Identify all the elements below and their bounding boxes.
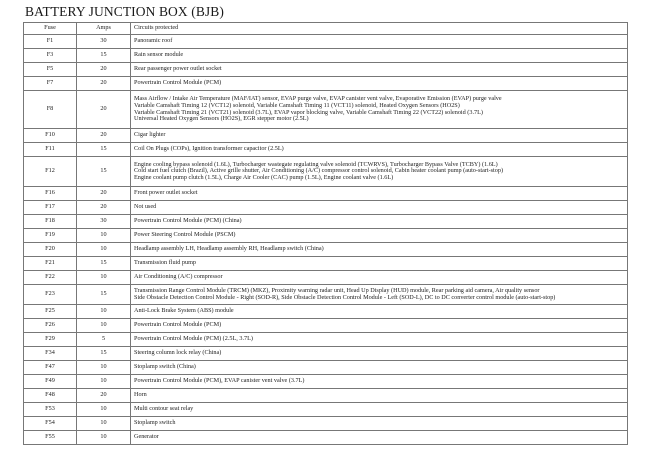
table-row	[24, 361, 628, 375]
amps-cell: 15	[77, 143, 131, 157]
circuit-line: Air Conditioning (A/C) compressor	[134, 273, 223, 281]
table-row	[24, 187, 628, 201]
circuits-cell	[131, 319, 628, 333]
amps-cell: 15	[77, 285, 131, 305]
fuse-id-cell: F10	[24, 129, 77, 143]
amps-cell: 30	[77, 35, 131, 49]
circuit-line: Cigar lighter	[134, 131, 166, 139]
column-header-amps: Amps	[77, 23, 131, 35]
amps-cell: 15	[77, 347, 131, 361]
circuit-line: Variable Camshaft Timing 21 (VCT21) solenoid (3.7L), EVAP vapor blocking valve, Variable Camshaft Timing 22 (VCT22) solenoid (3.7L)	[134, 108, 483, 116]
circuit-line: Cold start fuel clutch (Brazil), Active grille shutter, Air Conditioning (A/C) compressor control solenoid, Cabin heater coolant pump (auto-start-stop)	[134, 167, 504, 175]
circuit-line: Stoplamp switch (China)	[134, 363, 196, 371]
table-row	[24, 333, 628, 347]
table-row	[24, 157, 628, 187]
table-body	[24, 35, 628, 445]
fuse-id-cell: F8	[24, 91, 77, 129]
fuse-id-cell: F53	[24, 403, 77, 417]
circuit-line: Front power outlet socket	[134, 189, 198, 197]
circuit-line: Steering column lock relay (China)	[134, 349, 222, 357]
fuse-id-cell: F22	[24, 271, 77, 285]
amps-cell: 30	[77, 215, 131, 229]
amps-cell: 10	[77, 375, 131, 389]
circuit-line: Powertrain Control Module (PCM), EVAP canister vent valve (3.7L)	[134, 377, 305, 385]
fuse-id-cell: F18	[24, 215, 77, 229]
circuit-line: Powertrain Control Module (PCM)	[134, 79, 222, 87]
fuse-id-cell: F5	[24, 63, 77, 77]
table-header-row	[24, 23, 628, 35]
amps-cell: 10	[77, 243, 131, 257]
circuit-line: Mass Airflow / Intake Air Temperature (MAF/IAT) sensor, EVAP purge valve, EVAP canister vent valve, Evaporative Emission (EVAP) purge valve	[134, 95, 502, 103]
table-row	[24, 49, 628, 63]
table-row	[24, 375, 628, 389]
fuse-id-cell: F26	[24, 319, 77, 333]
circuits-cell	[131, 215, 628, 229]
amps-cell: 10	[77, 305, 131, 319]
amps-cell: 20	[77, 77, 131, 91]
circuit-line: Panoramic roof	[134, 37, 173, 45]
circuits-cell	[131, 361, 628, 375]
table-row	[24, 243, 628, 257]
circuits-cell	[131, 91, 628, 129]
circuits-cell	[131, 243, 628, 257]
circuits-cell	[131, 157, 628, 187]
table-row	[24, 431, 628, 445]
fuse-id-cell: F29	[24, 333, 77, 347]
amps-cell: 15	[77, 49, 131, 63]
fuse-id-cell: F21	[24, 257, 77, 271]
table-row	[24, 77, 628, 91]
amps-cell: 15	[77, 157, 131, 187]
circuits-cell	[131, 77, 628, 91]
table-row	[24, 319, 628, 333]
circuit-line: Multi contour seat relay	[134, 405, 194, 413]
circuit-line: Powertrain Control Module (PCM) (2.5L, 3.7L)	[134, 335, 253, 343]
circuits-cell	[131, 417, 628, 431]
amps-cell: 20	[77, 389, 131, 403]
amps-cell: 10	[77, 403, 131, 417]
circuits-cell	[131, 49, 628, 63]
fuse-id-cell: F7	[24, 77, 77, 91]
fuse-id-cell: F23	[24, 285, 77, 305]
circuit-line: Power Steering Control Module (PSCM)	[134, 231, 236, 239]
amps-cell: 20	[77, 201, 131, 215]
fuse-id-cell: F25	[24, 305, 77, 319]
fuse-id-cell: F16	[24, 187, 77, 201]
amps-cell: 20	[77, 187, 131, 201]
circuit-line: Powertrain Control Module (PCM) (China)	[134, 217, 242, 225]
fuse-id-cell: F34	[24, 347, 77, 361]
fuse-id-cell: F12	[24, 157, 77, 187]
circuit-line: Side Obstacle Detection Control Module - Right (SOD-R), Side Obstacle Detection Control Module - Left (SOD-L), DC to DC converter control module (auto-start-stop)	[134, 293, 556, 301]
circuits-cell	[131, 285, 628, 305]
circuit-line: Variable Camshaft Timing 12 (VCT12) solenoid, Variable Camshaft Timing 11 (VCT11) solenoid, Heated Oxygen Sensors (HO2S)	[134, 101, 460, 109]
circuits-cell	[131, 201, 628, 215]
fuse-id-cell: F3	[24, 49, 77, 63]
circuit-line: Engine cooling bypass solenoid (1.6L), Turbocharger wastegate regulating valve solenoid (TCWRVS), Turbocharger Bypass Valve (TCBY) (1.6L)	[134, 160, 498, 168]
circuits-cell	[131, 229, 628, 243]
fuse-id-cell: F55	[24, 431, 77, 445]
amps-cell: 10	[77, 417, 131, 431]
circuit-line: Generator	[134, 433, 159, 441]
fuse-id-cell: F47	[24, 361, 77, 375]
circuit-line: Coil On Plugs (COPs), Ignition transformer capacitor (2.5L)	[134, 145, 284, 153]
fuse-id-cell: F48	[24, 389, 77, 403]
table-row	[24, 305, 628, 319]
page-title: BATTERY JUNCTION BOX (BJB)	[25, 4, 224, 19]
amps-cell: 20	[77, 91, 131, 129]
amps-cell: 20	[77, 129, 131, 143]
table-row	[24, 63, 628, 77]
circuits-cell	[131, 257, 628, 271]
amps-cell: 10	[77, 271, 131, 285]
circuit-line: Universal Heated Oxygen Sensors (HO2S), EGR stepper motor (2.5L)	[134, 115, 309, 123]
amps-cell: 10	[77, 431, 131, 445]
table-row	[24, 389, 628, 403]
table-row	[24, 285, 628, 305]
fuse-id-cell: F49	[24, 375, 77, 389]
table-row	[24, 403, 628, 417]
amps-cell: 10	[77, 361, 131, 375]
circuit-line: Headlamp assembly LH, Headlamp assembly RH, Headlamp switch (China)	[134, 245, 324, 253]
fuse-id-cell: F54	[24, 417, 77, 431]
table-row	[24, 271, 628, 285]
circuits-cell	[131, 143, 628, 157]
circuit-line: Transmission fluid pump	[134, 259, 196, 267]
fuse-table	[23, 22, 628, 445]
fuse-id-cell: F20	[24, 243, 77, 257]
circuits-cell	[131, 403, 628, 417]
circuit-line: Powertrain Control Module (PCM)	[134, 321, 222, 329]
circuits-cell	[131, 305, 628, 319]
fuse-id-cell: F11	[24, 143, 77, 157]
column-header-fuse: Fuse	[24, 23, 77, 35]
circuit-line: Engine coolant pump clutch (1.5L), Charge Air Cooler (CAC) pump (1.5L), Engine coolant valve (1.6L)	[134, 173, 394, 181]
circuit-line: Rear passenger power outlet socket	[134, 65, 222, 73]
table-row	[24, 417, 628, 431]
table-row	[24, 91, 628, 129]
circuits-cell	[131, 129, 628, 143]
table-row	[24, 35, 628, 49]
amps-cell: 10	[77, 229, 131, 243]
table-row	[24, 143, 628, 157]
amps-cell: 20	[77, 63, 131, 77]
circuits-cell	[131, 347, 628, 361]
table-row	[24, 347, 628, 361]
amps-cell: 5	[77, 333, 131, 347]
circuits-cell	[131, 63, 628, 77]
amps-cell: 10	[77, 319, 131, 333]
amps-cell: 15	[77, 257, 131, 271]
fuse-id-cell: F19	[24, 229, 77, 243]
fuse-id-cell: F1	[24, 35, 77, 49]
circuit-line: Horn	[134, 391, 147, 399]
table-row	[24, 257, 628, 271]
circuit-line: Not used	[134, 203, 157, 211]
circuits-cell	[131, 375, 628, 389]
circuits-cell	[131, 271, 628, 285]
table-row	[24, 229, 628, 243]
circuit-line: Rain sensor module	[134, 51, 184, 59]
circuits-cell	[131, 35, 628, 49]
table-row	[24, 201, 628, 215]
circuit-line: Stoplamp switch	[134, 419, 176, 427]
circuit-line: Anti-Lock Brake System (ABS) module	[134, 307, 234, 315]
circuits-cell	[131, 389, 628, 403]
table-row	[24, 129, 628, 143]
circuit-line: Transmission Range Control Module (TRCM) (MKZ), Proximity warning radar unit, Head Up Display (HUD) module, Rear parking aid camera, Air quality sensor	[134, 286, 540, 294]
table-row	[24, 215, 628, 229]
circuits-cell	[131, 333, 628, 347]
circuits-cell	[131, 187, 628, 201]
column-header-circuits: Circuits protected	[131, 23, 628, 35]
fuse-id-cell: F17	[24, 201, 77, 215]
circuits-cell	[131, 431, 628, 445]
